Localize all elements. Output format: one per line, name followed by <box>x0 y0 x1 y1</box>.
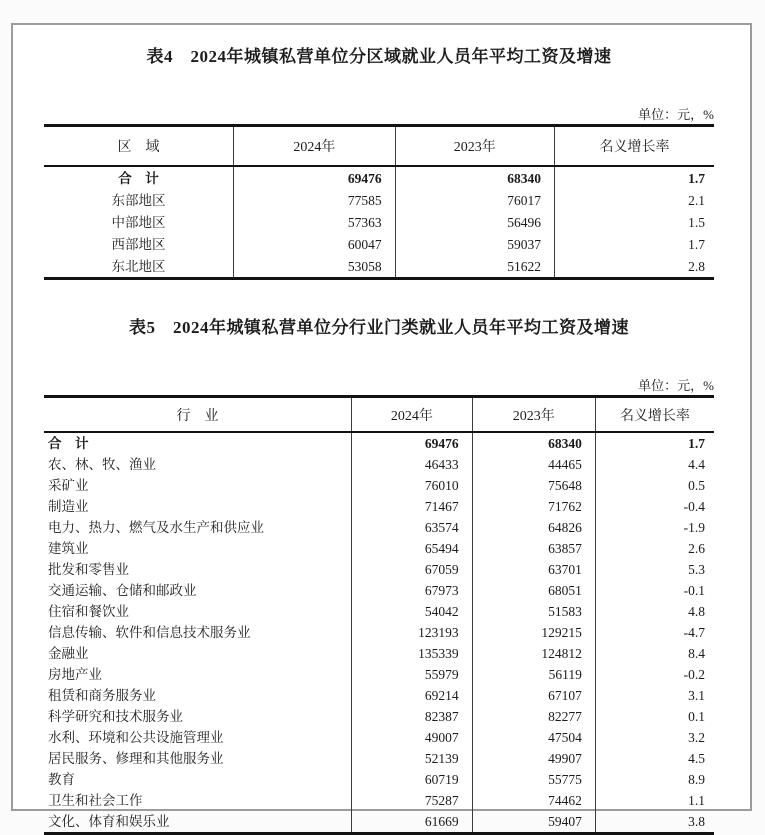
growth-rate: 0.5 <box>595 475 714 496</box>
growth-rate: 1.7 <box>595 432 714 454</box>
value-2024: 60719 <box>352 769 473 790</box>
table-row <box>44 454 714 475</box>
value-2023: 76017 <box>395 189 554 211</box>
table5-industry-wage-table <box>44 395 714 835</box>
value-2023: 71762 <box>472 496 595 517</box>
table-row <box>44 748 714 769</box>
value-2024: 77585 <box>234 189 395 211</box>
document-content <box>13 25 750 835</box>
table-row <box>44 643 714 664</box>
table5-col-growth: 名义增长率 <box>595 397 714 433</box>
value-2023: 129215 <box>472 622 595 643</box>
value-2024: 135339 <box>352 643 473 664</box>
table5-title: 表5 2024年城镇私营单位分行业门类就业人员年平均工资及增速 <box>129 318 629 337</box>
table-row <box>44 517 714 538</box>
growth-rate: 8.4 <box>595 643 714 664</box>
value-2023: 63701 <box>472 559 595 580</box>
value-2024: 46433 <box>352 454 473 475</box>
table-row <box>44 622 714 643</box>
value-2023: 68051 <box>472 580 595 601</box>
table5-col-industry: 行 业 <box>44 397 352 433</box>
value-2024: 67973 <box>352 580 473 601</box>
row-label: 合 计 <box>118 170 159 186</box>
table-row <box>44 706 714 727</box>
growth-rate: 1.7 <box>555 233 714 255</box>
value-2023: 56119 <box>472 664 595 685</box>
table-row <box>44 496 714 517</box>
value-2024: 57363 <box>234 211 395 233</box>
table-row <box>44 189 714 211</box>
value-2024: 69214 <box>352 685 473 706</box>
table-row <box>44 664 714 685</box>
row-label: 居民服务、修理和其他服务业 <box>48 751 224 766</box>
row-label: 金融业 <box>48 646 89 661</box>
value-2023: 67107 <box>472 685 595 706</box>
table4-region-wage-table <box>44 124 714 280</box>
value-2024: 61669 <box>352 811 473 834</box>
table-row <box>44 432 714 454</box>
table5-col-2024: 2024年 <box>352 397 473 433</box>
table-row <box>44 580 714 601</box>
growth-rate: 0.1 <box>595 706 714 727</box>
row-label: 房地产业 <box>48 667 102 682</box>
value-2024: 60047 <box>234 233 395 255</box>
value-2024: 63574 <box>352 517 473 538</box>
growth-rate: 4.8 <box>595 601 714 622</box>
value-2023: 59407 <box>472 811 595 834</box>
row-label: 合 计 <box>48 436 89 451</box>
table4-header-row <box>44 126 714 167</box>
row-label: 农、林、牧、渔业 <box>48 457 156 472</box>
growth-rate: -1.9 <box>595 517 714 538</box>
table-row <box>44 769 714 790</box>
value-2023: 68340 <box>472 432 595 454</box>
value-2024: 75287 <box>352 790 473 811</box>
growth-rate: -0.1 <box>595 580 714 601</box>
row-label: 文化、体育和娱乐业 <box>48 814 170 829</box>
row-label: 西部地区 <box>111 236 166 252</box>
value-2023: 124812 <box>472 643 595 664</box>
value-2023: 68340 <box>395 166 554 189</box>
value-2024: 52139 <box>352 748 473 769</box>
row-label: 住宿和餐饮业 <box>48 604 129 619</box>
value-2023: 49907 <box>472 748 595 769</box>
value-2023: 44465 <box>472 454 595 475</box>
value-2023: 74462 <box>472 790 595 811</box>
row-label: 东北地区 <box>111 258 166 274</box>
row-label: 教育 <box>48 772 75 787</box>
value-2024: 82387 <box>352 706 473 727</box>
value-2024: 69476 <box>234 166 395 189</box>
table4-col-2023: 2023年 <box>395 126 554 167</box>
row-label: 中部地区 <box>111 214 166 230</box>
table-row <box>44 538 714 559</box>
value-2023: 63857 <box>472 538 595 559</box>
table-row <box>44 811 714 834</box>
table-row <box>44 790 714 811</box>
growth-rate: 1.5 <box>555 211 714 233</box>
row-label: 制造业 <box>48 499 89 514</box>
value-2023: 75648 <box>472 475 595 496</box>
table-row <box>44 727 714 748</box>
growth-rate: 3.1 <box>595 685 714 706</box>
value-2024: 67059 <box>352 559 473 580</box>
value-2023: 56496 <box>395 211 554 233</box>
value-2023: 82277 <box>472 706 595 727</box>
growth-rate: -4.7 <box>595 622 714 643</box>
value-2023: 59037 <box>395 233 554 255</box>
growth-rate: 4.4 <box>595 454 714 475</box>
row-label: 卫生和社会工作 <box>48 793 143 808</box>
table4-col-region: 区 域 <box>44 126 234 167</box>
row-label: 东部地区 <box>111 192 166 208</box>
growth-rate: 2.8 <box>555 255 714 279</box>
row-label: 租赁和商务服务业 <box>48 688 156 703</box>
growth-rate: 1.1 <box>595 790 714 811</box>
growth-rate: -0.4 <box>595 496 714 517</box>
growth-rate: 2.1 <box>555 189 714 211</box>
table-row <box>44 211 714 233</box>
table-row <box>44 166 714 189</box>
row-label: 批发和零售业 <box>48 562 129 577</box>
value-2024: 71467 <box>352 496 473 517</box>
value-2023: 64826 <box>472 517 595 538</box>
table-row <box>44 685 714 706</box>
value-2024: 65494 <box>352 538 473 559</box>
growth-rate: 3.8 <box>595 811 714 834</box>
table5-unit-note: 单位：元，% <box>638 378 714 393</box>
value-2023: 51583 <box>472 601 595 622</box>
row-label: 电力、热力、燃气及水生产和供应业 <box>48 520 264 535</box>
table-row <box>44 559 714 580</box>
growth-rate: -0.2 <box>595 664 714 685</box>
table-row <box>44 233 714 255</box>
table4-col-growth: 名义增长率 <box>555 126 714 167</box>
value-2024: 53058 <box>234 255 395 279</box>
row-label: 科学研究和技术服务业 <box>48 709 183 724</box>
value-2024: 69476 <box>352 432 473 454</box>
row-label: 水利、环境和公共设施管理业 <box>48 730 224 745</box>
row-label: 采矿业 <box>48 478 89 493</box>
value-2024: 49007 <box>352 727 473 748</box>
table4-title: 表4 2024年城镇私营单位分区域就业人员年平均工资及增速 <box>146 47 612 66</box>
growth-rate: 3.2 <box>595 727 714 748</box>
table4-unit-note: 单位：元，% <box>638 107 714 122</box>
value-2023: 55775 <box>472 769 595 790</box>
row-label: 建筑业 <box>48 541 89 556</box>
table4-col-2024: 2024年 <box>234 126 395 167</box>
growth-rate: 5.3 <box>595 559 714 580</box>
value-2024: 54042 <box>352 601 473 622</box>
table-row <box>44 475 714 496</box>
document-page <box>11 23 752 829</box>
value-2023: 47504 <box>472 727 595 748</box>
row-label: 信息传输、软件和信息技术服务业 <box>48 625 251 640</box>
value-2024: 55979 <box>352 664 473 685</box>
growth-rate: 2.6 <box>595 538 714 559</box>
table-row <box>44 601 714 622</box>
growth-rate: 8.9 <box>595 769 714 790</box>
value-2023: 51622 <box>395 255 554 279</box>
value-2024: 123193 <box>352 622 473 643</box>
growth-rate: 4.5 <box>595 748 714 769</box>
table5-header-row <box>44 397 714 433</box>
growth-rate: 1.7 <box>555 166 714 189</box>
row-label: 交通运输、仓储和邮政业 <box>48 583 197 598</box>
table-row <box>44 255 714 279</box>
table5-col-2023: 2023年 <box>472 397 595 433</box>
value-2024: 76010 <box>352 475 473 496</box>
